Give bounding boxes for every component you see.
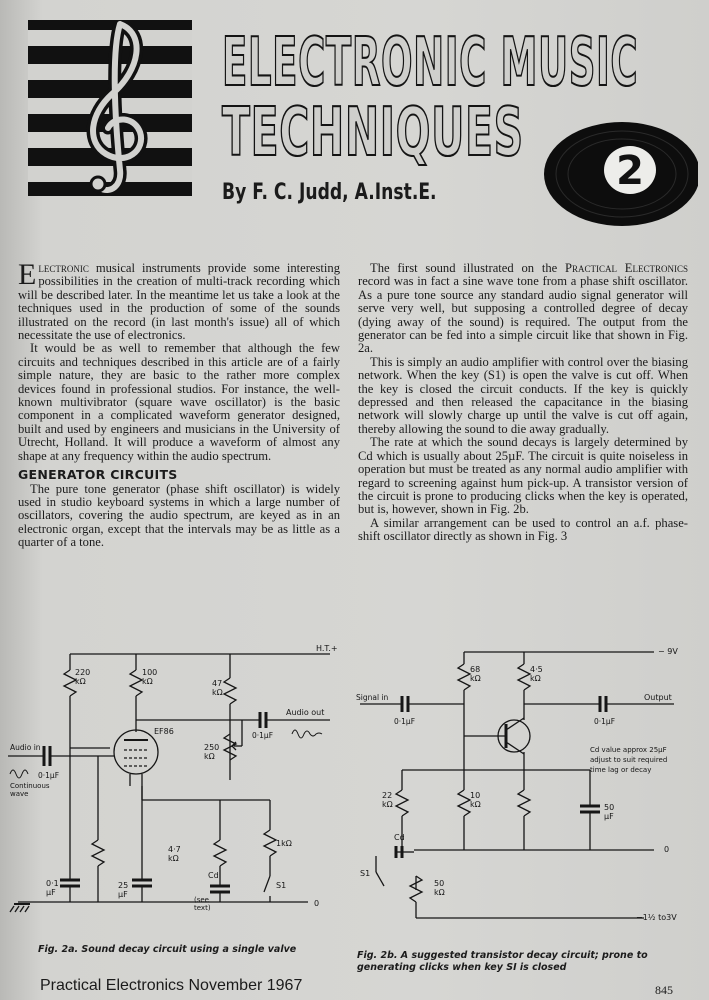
cd-label: Cd	[208, 871, 219, 880]
r45-unit: kΩ	[530, 674, 541, 683]
c50-unit: µF	[604, 812, 614, 821]
valve-type-label: EF86	[154, 727, 174, 736]
byline: By F. C. Judd, A.Inst.E.	[222, 180, 437, 205]
cin-value: 0·1µF	[394, 717, 416, 726]
r47k-unit: kΩ	[168, 854, 179, 863]
r100-unit: kΩ	[142, 677, 153, 686]
title-line-2: TECHNIQUES	[222, 94, 524, 172]
p4-text-a: The first sound illustrated on the	[370, 261, 566, 275]
r22-unit: kΩ	[382, 800, 393, 809]
cout-value: 0·1µF	[252, 731, 274, 740]
wave-label: wave	[10, 790, 29, 798]
signal-in-label: Signal in	[356, 693, 389, 702]
zero-rail-label: 0	[314, 899, 320, 908]
c25-value: 25	[118, 881, 129, 890]
ht-label: H.T.+	[316, 644, 338, 653]
paragraph-6: The rate at which the sound decays is largely determined by Cd which is usually about 25µF. The circuit is quite noiseless in operation but must be treated as any normal audio amplifier with regard to screening against hum pick-up. A transistor version of the circuit is prone to producing clicks when the key is operated, but is, however, shown in Fig. 2b.	[358, 435, 688, 517]
cout-value: 0·1µF	[594, 717, 616, 726]
intro-lead-word: lectronic	[38, 261, 89, 275]
drop-cap: E	[18, 258, 37, 291]
pot50-value: 50	[434, 879, 445, 888]
c25-unit: µF	[118, 890, 128, 899]
see-text-1: (see	[194, 896, 209, 904]
output-label: Output	[644, 693, 672, 702]
intro-text: musical instruments provide some interesting possibilities in the creation of multi-track recording which will be described later. In the meantime let us take a look at the techniques used in the production of some of the sounds illustrated on the record (in last month's issue) all of which necessitate the use of electronics.	[18, 261, 340, 343]
r1k-value: 1kΩ	[276, 839, 292, 848]
r47-unit: kΩ	[212, 688, 223, 697]
r10-value: 10	[470, 791, 481, 800]
section-heading: GENERATOR CIRCUITS	[18, 467, 178, 483]
treble-clef-staff-logo	[28, 20, 192, 196]
record-disc-graphic	[530, 118, 698, 228]
cin-value: 0·1µF	[38, 771, 60, 780]
paragraph-2: It would be as well to remember that although the few circuits and techniques described in this article are of a fairly simple nature, they are basic to the rather more complex devices found in professional studios. For instance, the well-known multivibrator (square wave oscillator) is the basic component in a complicated waveform generator designed, built and used by engineers and musicians in the University of Utrecht, Holland. It will produce a waveform of almost any shape at any frequency within the audio spectrum.	[18, 341, 340, 463]
figure-2b-caption-line-2: generating clicks when key SI is closed	[357, 962, 567, 973]
part-number: 2	[616, 148, 644, 194]
switch-s1-label: S1	[360, 869, 371, 878]
see-text-2: text)	[194, 904, 211, 912]
zero-rail-label: 0	[664, 845, 670, 854]
pot250-unit: kΩ	[204, 752, 215, 761]
audio-out-label: Audio out	[286, 708, 325, 717]
note-line-1: Cd value approx 25µF	[590, 746, 667, 754]
note-line-3: time lag or decay	[590, 766, 652, 774]
r47-value: 47	[212, 679, 223, 688]
r220-unit: kΩ	[75, 677, 86, 686]
c50-value: 50	[604, 803, 615, 812]
bias-voltage-label: −1½ to3V	[636, 913, 677, 922]
figure-2b-transistor-circuit	[354, 640, 699, 940]
p4-text-b: record was in fact a sine wave tone from a phase shift oscillator. As a pure tone source any standard audio signal generator will serve very well, but supposing a controlled degree of decay (dying away of the sound) is required. The output from the generator can be fed into a simple circuit like that shown in Fig. 2a.	[358, 274, 688, 356]
minus9v-label: − 9V	[658, 647, 678, 656]
figure-2a-valve-circuit	[8, 640, 348, 940]
text-column-left	[18, 258, 340, 550]
r100-value: 100	[142, 668, 158, 677]
paragraph-7: A similar arrangement can be used to control an a.f. phase-shift oscillator directly as shown in Fig. 3	[358, 515, 688, 544]
r10-unit: kΩ	[470, 800, 481, 809]
magazine-footer: Practical Electronics November 1967	[40, 977, 303, 994]
pot250-value: 250	[204, 743, 220, 752]
pot50-unit: kΩ	[434, 888, 445, 897]
magazine-name-inline: Practical Electronics	[565, 261, 688, 275]
text-column-right	[358, 262, 688, 544]
r45-value: 4·5	[530, 665, 543, 674]
r68-unit: kΩ	[470, 674, 481, 683]
page-number: 845	[655, 983, 673, 997]
paragraph-3: The pure tone generator (phase shift oscillator) is widely used in studio keyboard systems in which a large number of oscillators, covering the audio spectrum, are keyed as in an electronic organ, except that the intervals may be as little as a quarter of a tone.	[18, 481, 340, 550]
r68-value: 68	[470, 665, 481, 674]
paragraph-4	[358, 262, 688, 356]
r47k-value: 4·7	[168, 845, 181, 854]
c01-unit: µF	[46, 888, 56, 897]
switch-s1-label: S1	[276, 881, 287, 890]
figure-2b-caption-line-1: Fig. 2b. A suggested transistor decay circuit; prone to	[357, 950, 648, 961]
paragraph-5: This is simply an audio amplifier with control over the biasing network. When the key (S1) is open the valve is cut off. When the key is closed the circuit conducts. If the key is quickly depressed and then released the capacitance in the biasing network will slowly charge up until the valve is cut off again, thereby allowing the sound to die away gradually.	[358, 354, 688, 436]
paragraph-intro	[18, 258, 340, 343]
continuous-label: Continuous	[10, 782, 50, 790]
figure-2a-caption: Fig. 2a. Sound decay circuit using a single valve	[38, 944, 297, 955]
note-line-2: adjust to suit required	[590, 756, 668, 764]
audio-in-label: Audio in	[10, 743, 41, 752]
r220-value: 220	[75, 668, 91, 677]
c01-value: 0·1	[46, 879, 59, 888]
cd-label: Cd	[394, 833, 405, 842]
r22-value: 22	[382, 791, 393, 800]
title-line-1: ELECTRONIC MUSIC	[222, 24, 639, 102]
